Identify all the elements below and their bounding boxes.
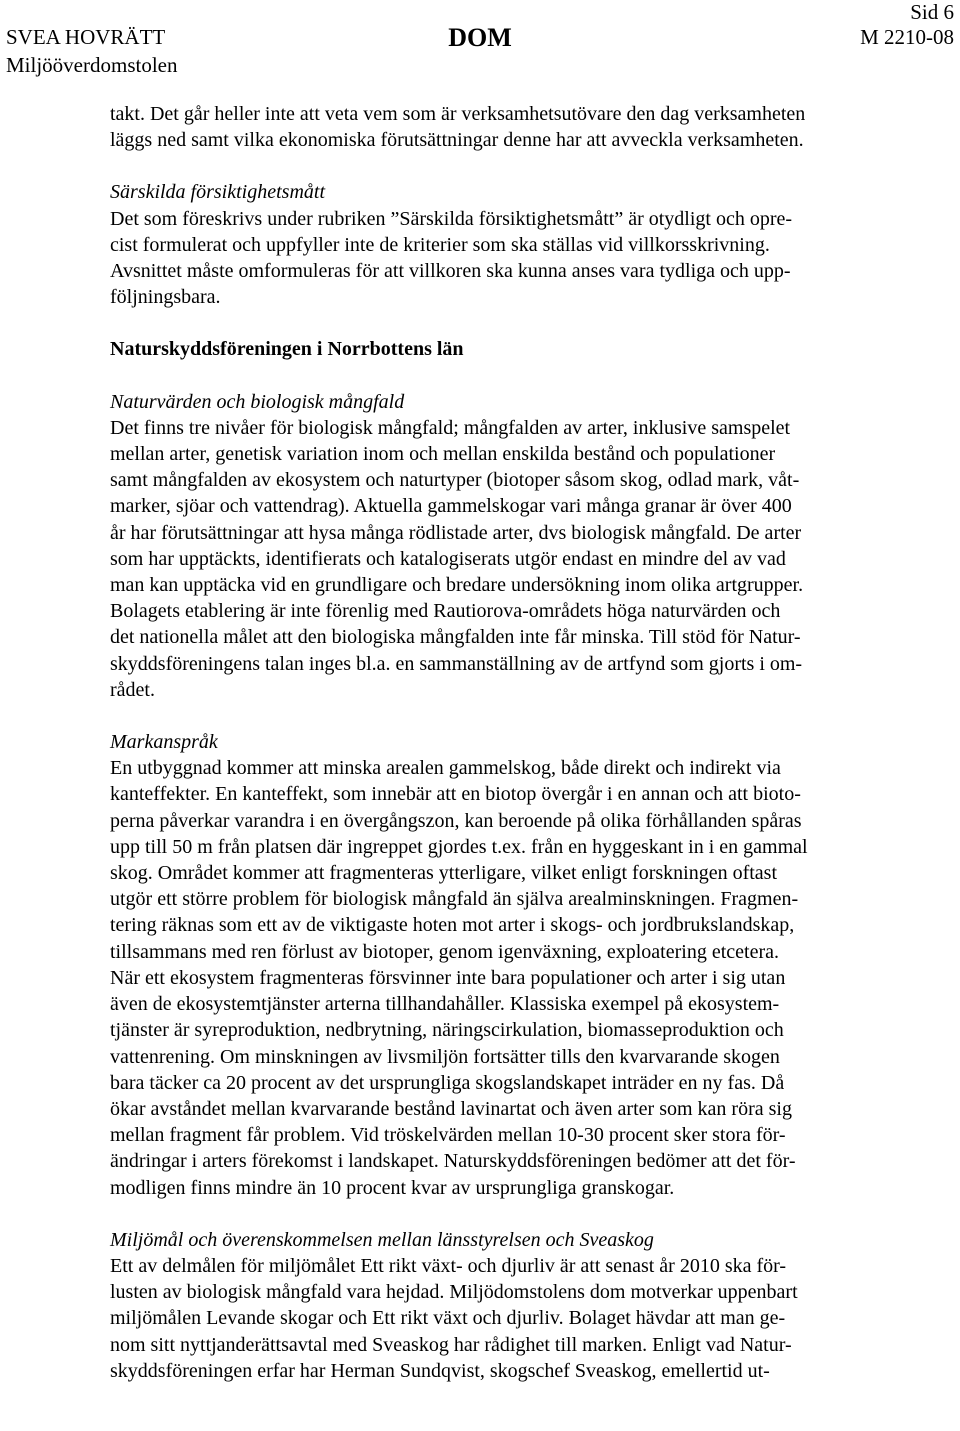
- court-name: SVEA HOVRÄTT: [6, 25, 166, 49]
- miljomal-paragraph: [110, 1253, 928, 1384]
- text-line: år har förutsättningar att hysa många rödlistade arter, dvs biologisk mångfald. De arter: [110, 521, 802, 544]
- text-line: tjänster är syreproduktion, nedbrytning, näringscirkulation, biomasseproduktion och: [110, 1019, 784, 1042]
- tribunal-name: Miljööverdomstolen: [6, 53, 178, 77]
- text-line: utgör ett större problem för biologisk mångfald än själva arealminskningen. Fragmen-: [110, 888, 799, 911]
- naturvarden-paragraph: [110, 415, 928, 703]
- text-line: vattenrening. Om minskningen av livsmiljön fortsätter tills den kvarvarande skogen: [110, 1045, 780, 1068]
- text-line: tillsammans med ren förlust av biotoper, genom igenväxning, exploatering etcetera.: [110, 940, 779, 963]
- text-line: modligen finns mindre än 10 procent kvar av ursprungliga granskogar.: [110, 1176, 675, 1199]
- subheading-markansprak: Markanspråk: [110, 731, 218, 754]
- text-line: När ett ekosystem fragmenteras försvinner inte bara populationer och arter i sig utan: [110, 966, 786, 989]
- subheading-naturvarden: Naturvärden och biologisk mångfald: [110, 390, 405, 413]
- text-line: upp till 50 m från platsen där ingreppet gjordes t.ex. från en hyggeskant in i en gammal: [110, 835, 808, 858]
- text-line: En utbyggnad kommer att minska arealen gammelskog, både direkt och indirekt via: [110, 757, 781, 780]
- text-line: skog. Området kommer att fragmenteras ytterligare, vilket enligt forskningen oftast: [110, 862, 778, 885]
- text-line: mellan fragment får problem. Vid tröskelvärden mellan 10-30 procent sker stora för-: [110, 1124, 786, 1147]
- text-line: Det finns tre nivåer för biologisk mångfald; mångfalden av arter, inklusive samspelet: [110, 416, 791, 439]
- subheading-miljomal: Miljömål och överenskommelsen mellan länsstyrelsen och Sveaskog: [110, 1228, 654, 1251]
- text-line: Avsnittet måste omformuleras för att villkoren ska kunna anses vara tydliga och upp-: [110, 260, 791, 283]
- text-line: rådet.: [110, 678, 155, 701]
- text-line: marker, sjöar och vattendrag). Aktuella gammelskogar vari många granar är över 400: [110, 495, 792, 518]
- text-line: lusten av biologisk mångfald vara hejdad. Miljödomstolens dom motverkar uppenbart: [110, 1281, 798, 1304]
- intro-paragraph: [110, 101, 928, 153]
- text-line: ändringar i arters förekomst i landskapet. Naturskyddsföreningen bedömer att det för-: [110, 1150, 796, 1173]
- sarskilda-paragraph: [110, 206, 928, 311]
- text-line: kanteffekter. En kanteffekt, som innebär att en biotop övergår i en annan och att bioto-: [110, 783, 801, 806]
- text-line: mellan arter, genetisk variation inom och mellan enskilda bestånd och populationer: [110, 443, 776, 466]
- page-number: Sid 6: [910, 0, 954, 24]
- text-line: perna påverkar varandra i en övergångszon, kan beroende på olika förhållanden spåras: [110, 809, 802, 832]
- text-line: läggs ned samt vilka ekonomiska förutsättningar denne har att avveckla verksamheten.: [110, 129, 804, 152]
- text-line: miljömålen Levande skogar och Ett rikt växt och djurliv. Bolaget hävdar att man ge-: [110, 1307, 786, 1330]
- text-line: skyddsföreningen erfar har Herman Sundqvist, skogschef Sveaskog, emellertid ut-: [110, 1359, 770, 1382]
- subheading-sarskilda: Särskilda försiktighetsmått: [110, 181, 325, 204]
- document-type: DOM: [448, 23, 512, 52]
- text-line: det nationella målet att den biologiska mångfalden inte får minska. Till stöd för Natur-: [110, 626, 801, 649]
- text-line: Bolagets etablering är inte förenlig med Rautiorova-områdets höga naturvärden och: [110, 600, 781, 623]
- text-line: Det som föreskrivs under rubriken ”Särskilda försiktighetsmått” är otydligt och opre-: [110, 207, 793, 230]
- text-line: nom sitt nyttjanderättsavtal med Sveaskog har rådighet till marken. Enligt vad Natur-: [110, 1333, 792, 1356]
- text-line: Ett av delmålen för miljömålet Ett rikt växt- och djurliv är att senast år 2010 ska för-: [110, 1254, 787, 1277]
- markansprak-paragraph: [110, 755, 928, 1200]
- text-line: samt mångfalden av ekosystem och naturtyper (biotoper såsom skog, odlad mark, våt-: [110, 469, 800, 492]
- text-line: ökar avståndet mellan kvarvarande bestånd lavinartat och även arter som kan röra sig: [110, 1097, 792, 1120]
- text-line: bara täcker ca 20 procent av det ursprungliga skogslandskapet inträder en ny fas. Då: [110, 1071, 785, 1094]
- text-line: man kan upptäcka vid en grundligare och bredare undersökning inom olika artgrupper.: [110, 574, 804, 597]
- section-title: Naturskyddsföreningen i Norrbottens län: [110, 338, 464, 361]
- text-line: även de ekosystemtjänster arterna tillhandahåller. Klassiska exempel på ekosystem-: [110, 993, 780, 1016]
- case-number: M 2210-08: [860, 25, 954, 49]
- text-line: som har upptäckts, identifierats och katalogiserats utgör endast en mindre del av vad: [110, 547, 786, 570]
- document-body: [110, 101, 928, 1384]
- text-line: cist formulerat och uppfyller inte de kriterier som ska ställas vid villkorsskrivning.: [110, 233, 770, 256]
- text-line: följningsbara.: [110, 286, 221, 309]
- text-line: takt. Det går heller inte att veta vem som är verksamhetsutövare den dag verksamheten: [110, 103, 806, 125]
- text-line: skyddsföreningens talan inges bl.a. en sammanställning av de artfynd som gjorts i om-: [110, 652, 803, 675]
- text-line: tering räknas som ett av de viktigaste hoten mot arter i skogs- och jordbrukslandskap,: [110, 914, 795, 937]
